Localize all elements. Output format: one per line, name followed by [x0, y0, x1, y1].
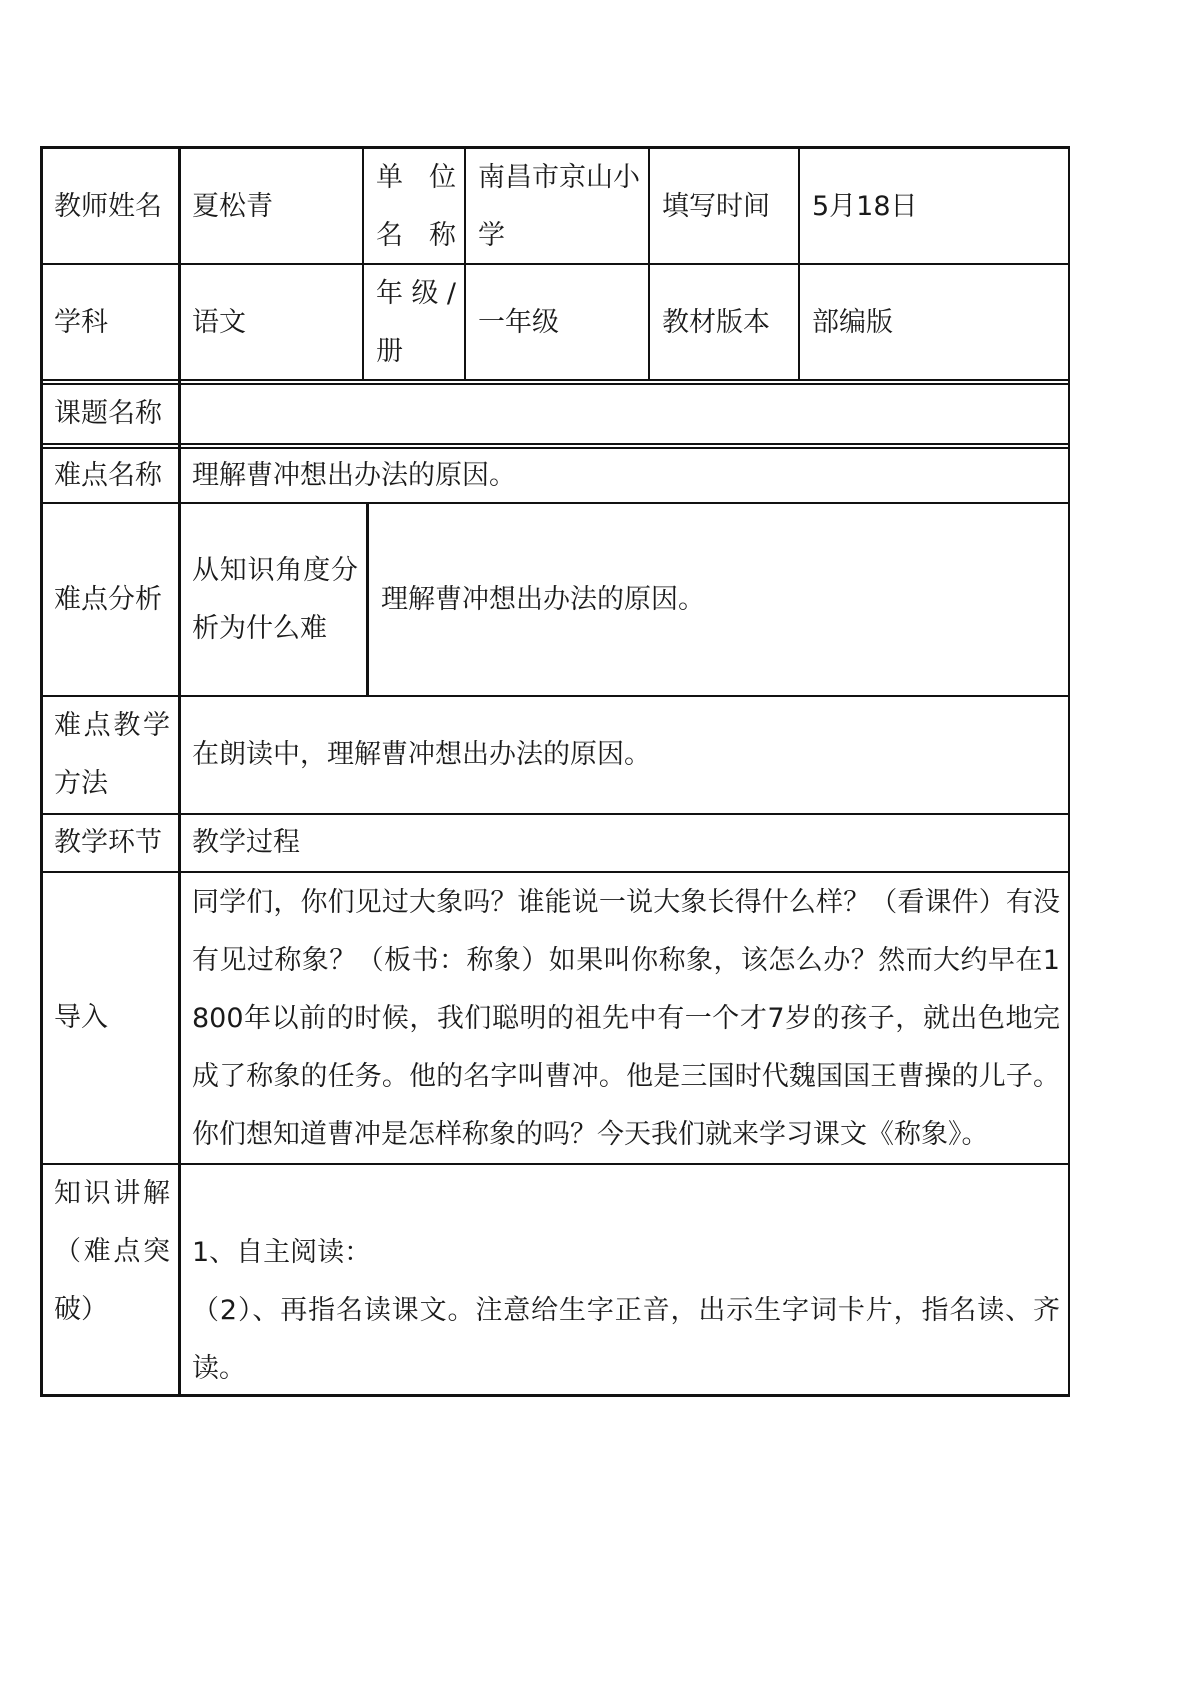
analysis-label: 难点分析 [54, 583, 162, 615]
knowledge-line-2: （2）、再指名读课文。注意给生字正音，出示生字词卡片，指名读、齐读。 [192, 1295, 1060, 1384]
grade-label: 年级/册 [376, 278, 456, 367]
table-right-border [1068, 146, 1070, 1397]
teaching-process-header: 教学过程 [192, 827, 300, 858]
knowledge-line-1: 1、自主阅读： [192, 1237, 372, 1268]
teacher-name-value: 夏松青 [192, 190, 273, 222]
difficulty-value: 理解曹冲想出办法的原因。 [192, 459, 516, 491]
unit-name-label: 单位名称 [376, 162, 456, 251]
analysis-value: 理解曹冲想出办法的原因。 [381, 583, 705, 615]
intro-label: 导入 [54, 1002, 108, 1033]
fill-date-label: 填写时间 [662, 190, 770, 222]
knowledge-label-text: 知识讲解（难点突破） [54, 1178, 170, 1325]
analysis-sub-label-text: 从知识角度分析为什么难 [192, 554, 358, 644]
teacher-name-label: 教师姓名 [54, 190, 162, 222]
fill-date-value: 5月18日 [812, 190, 918, 222]
topic-value [180, 385, 1068, 443]
subject-value: 语文 [192, 306, 246, 338]
method-label [42, 697, 178, 813]
analysis-sub-label [180, 504, 366, 695]
teaching-stage-header: 教学环节 [54, 827, 162, 858]
topic-label: 课题名称 [54, 398, 162, 429]
row-divider-3 [40, 443, 1070, 445]
method-value: 在朗读中，理解曹冲想出办法的原因。 [192, 739, 651, 770]
grade-value: 一年级 [478, 306, 559, 338]
subject-label: 学科 [54, 306, 108, 338]
difficulty-label: 难点名称 [54, 459, 162, 491]
knowledge-label [42, 1165, 178, 1394]
unit-name-value: 南昌市京山小学 [478, 162, 640, 251]
intro-text: 同学们，你们见过大象吗？谁能说一说大象长得什么样？（看课件）有没有见过称象？（板书：称象）如果叫你称象，该怎么办？然而大约早在1800年以前的时候，我们聪明的祖先中有一个才7岁的孩子，就出色地完成了称象的任务。他的名字叫曹冲。他是三国时代魏国国王曹操的儿子。你们想知道曹冲是怎样称象的吗？今天我们就来学习课文《称象》。 [192, 887, 1060, 1150]
textbook-edition-label: 教材版本 [662, 306, 770, 338]
textbook-edition-value: 部编版 [812, 306, 893, 338]
method-label-text: 难点教学方法 [54, 710, 170, 799]
